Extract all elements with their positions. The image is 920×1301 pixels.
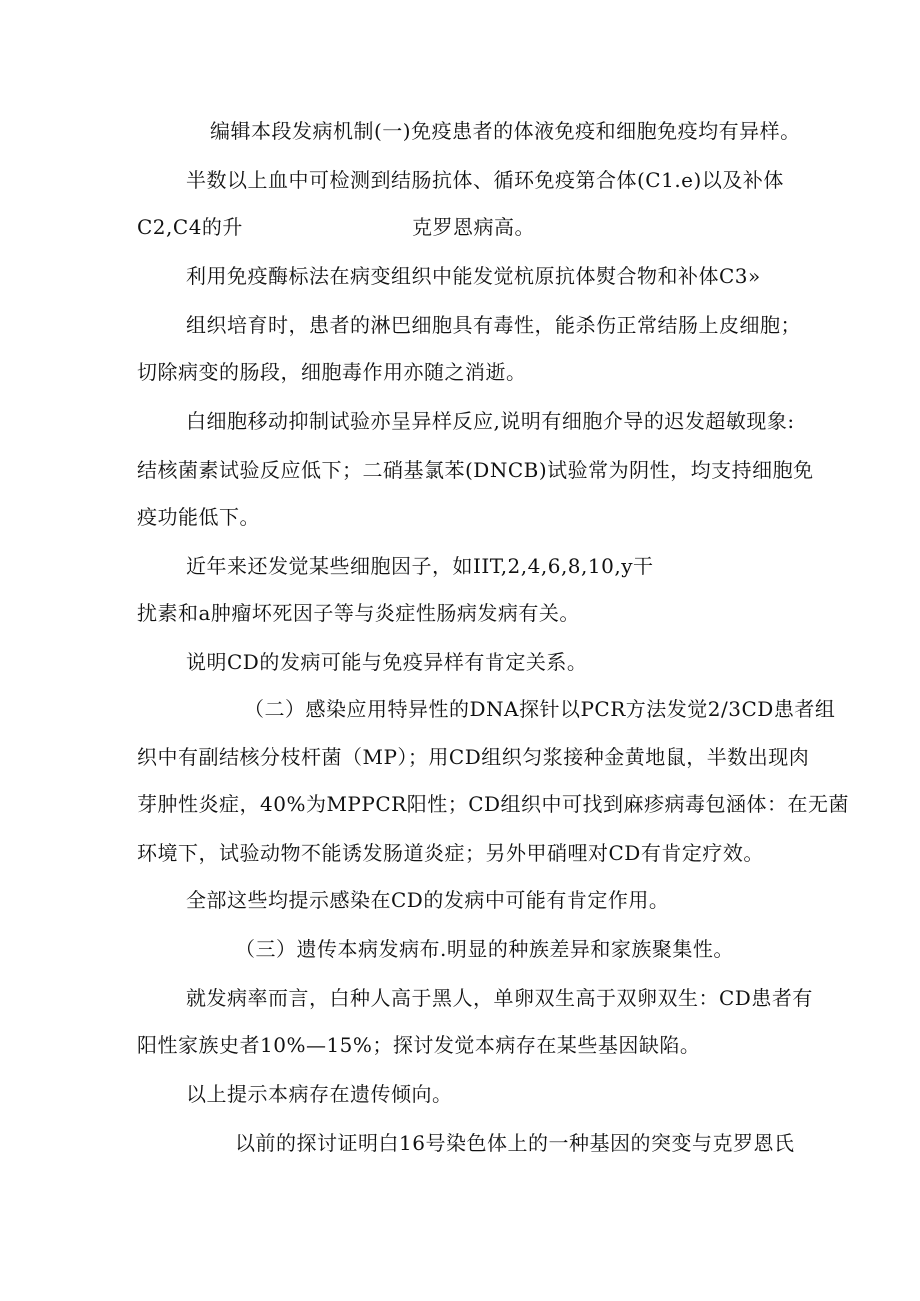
- text-line: 切除病变的肠段，细胞毒作用亦随之消逝。: [137, 360, 527, 384]
- text-line: 白细胞移动抑制试验亦呈异样反应,说明有细胞介导的迟发超敏现象:: [186, 409, 795, 433]
- text-line: 阳性家族史者10%—15%；探讨发觉本病存在某些基因缺陷。: [137, 1033, 701, 1057]
- text-line: （二）感染应用特异性的DNA探针以PCR方法发觉2/3CD患者组: [244, 697, 836, 721]
- text-line: 芽肿性炎症，40%为MPPCR阳性；CD组织中可找到麻疹病毒包涵体：在无菌: [137, 792, 850, 816]
- text-line: 编辑本段发病机制(一)免疫患者的体液免疫和细胞免疫均有异样。: [210, 119, 801, 143]
- text-line: 说明CD的发病可能与免疫异样有肯定关系。: [186, 650, 588, 674]
- text-line: 环境下，试验动物不能诱发肠道炎症；另外甲硝哩对CD有肯定疗效。: [137, 841, 764, 865]
- text-line: 半数以上血中可检测到结肠抗体、循环免疫第合体(C1.e)以及补体: [186, 168, 784, 192]
- text-line: 结核菌素试验反应低下；二硝基氯苯(DNCB)试验常为阴性，均支持细胞免: [137, 458, 814, 482]
- text-line: （三）遗传本病发病布.明显的种族差异和家族聚集性。: [235, 937, 734, 961]
- text-line: 全部这些均提示感染在CD的发病中可能有肯定作用。: [186, 888, 670, 912]
- text-line: 近年来还发觉某些细胞因子，如IIT,2,4,6,8,10,y干: [186, 554, 654, 578]
- text-line: 织中有副结核分枝杆菌（MP）；用CD组织匀浆接种金黄地鼠，半数出现肉: [137, 745, 810, 769]
- text-line: 就发病率而言，白种人高于黑人，单卵双生高于双卵双生：CD患者有: [186, 986, 813, 1010]
- text-line: 以前的探讨证明白16号染色体上的一种基因的突变与克罗恩氏: [235, 1131, 795, 1155]
- text-line: 扰素和a肿瘤坏死因子等与炎症性肠病发病有关。: [137, 601, 580, 625]
- text-line: 克罗恩病高。: [412, 215, 535, 239]
- text-line: 利用免疫酶标法在病变组织中能发觉杭原抗体熨合物和补体C3»: [186, 264, 761, 288]
- text-line: 疫功能低下。: [137, 505, 260, 529]
- text-line: 组织培育时，患者的淋巴细胞具有毒性，能杀伤正常结肠上皮细胞；: [186, 313, 801, 337]
- text-line: C2,C4的升: [137, 215, 243, 239]
- text-line: 以上提示本病存在遗传倾向。: [186, 1082, 453, 1106]
